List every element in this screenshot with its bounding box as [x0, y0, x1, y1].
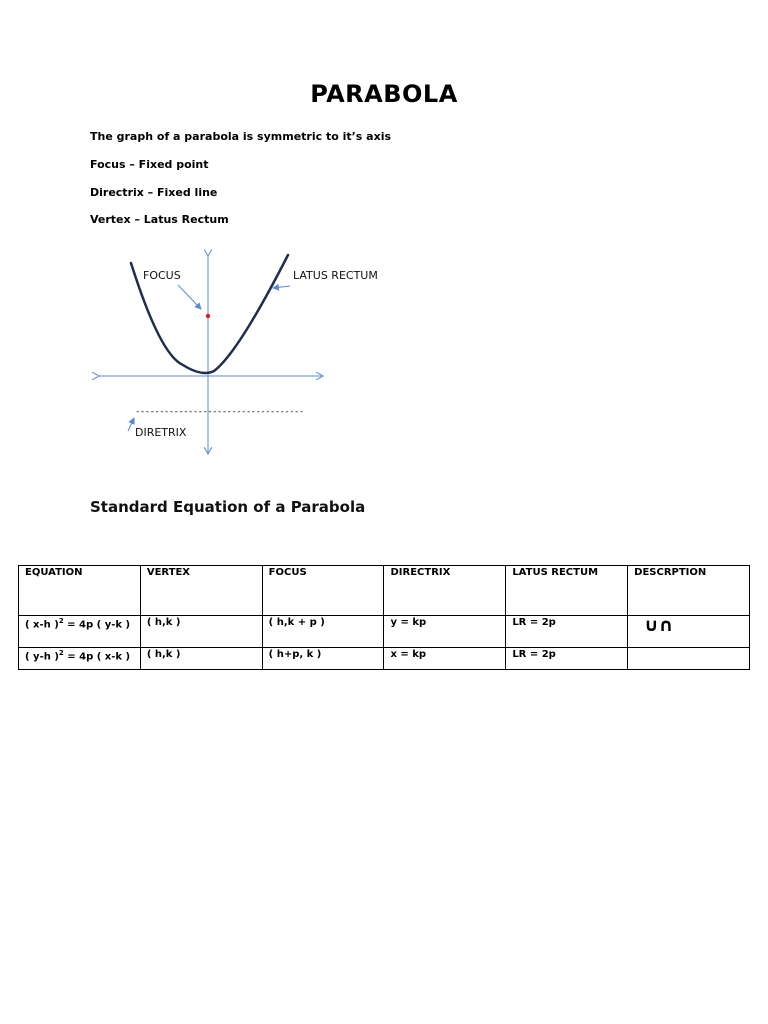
focus-pointer-arrow	[178, 285, 201, 309]
focus-point	[206, 314, 210, 318]
header-directrix: DIRECTRIX	[384, 566, 506, 616]
cell-vertex: ( h,k )	[140, 616, 262, 648]
table-header-row	[19, 566, 750, 616]
directrix-label: DIRETRIX	[135, 426, 187, 439]
latus-rectum-pointer-arrow	[273, 286, 290, 288]
directrix-pointer-arrow	[128, 418, 134, 431]
focus-label: FOCUS	[143, 269, 181, 282]
cell-description	[628, 648, 750, 670]
section-heading: Standard Equation of a Parabola	[90, 498, 366, 516]
cell-vertex: ( h,k )	[140, 648, 262, 670]
parabola-shapes-icon: ∪∩	[644, 615, 674, 636]
header-focus: FOCUS	[262, 566, 384, 616]
intro-focus-text: Focus – Fixed point	[90, 158, 209, 171]
table-row	[19, 616, 750, 648]
page-title: PARABOLA	[310, 80, 458, 108]
cell-equation: ( x-h )$^2$ = 4p ( y-k )	[19, 616, 141, 648]
standard-equation-table	[18, 565, 750, 670]
cell-directrix: y = kp	[384, 616, 506, 648]
header-description: DESCRPTION	[628, 566, 750, 616]
intro-symmetry-text: The graph of a parabola is symmetric to it’s axis	[90, 130, 392, 143]
latus-rectum-label: LATUS RECTUM	[293, 269, 378, 282]
header-equation: EQUATION	[19, 566, 141, 616]
header-latus-rectum: LATUS RECTUM	[506, 566, 628, 616]
intro-vertex-text: Vertex – Latus Rectum	[90, 213, 229, 226]
directrix-line: -----------------------------------	[135, 407, 304, 417]
intro-directrix-text: Directrix – Fixed line	[90, 186, 218, 199]
cell-equation: ( y-h )$^2$ = 4p ( x-k )	[19, 648, 141, 670]
cell-latus-rectum: LR = 2p	[506, 648, 628, 670]
header-vertex: VERTEX	[140, 566, 262, 616]
cell-focus: ( h+p, k )	[262, 648, 384, 670]
cell-focus: ( h,k + p )	[262, 616, 384, 648]
table-row	[19, 648, 750, 670]
cell-directrix: x = kp	[384, 648, 506, 670]
cell-latus-rectum: LR = 2p	[506, 616, 628, 648]
cell-description	[628, 616, 750, 648]
